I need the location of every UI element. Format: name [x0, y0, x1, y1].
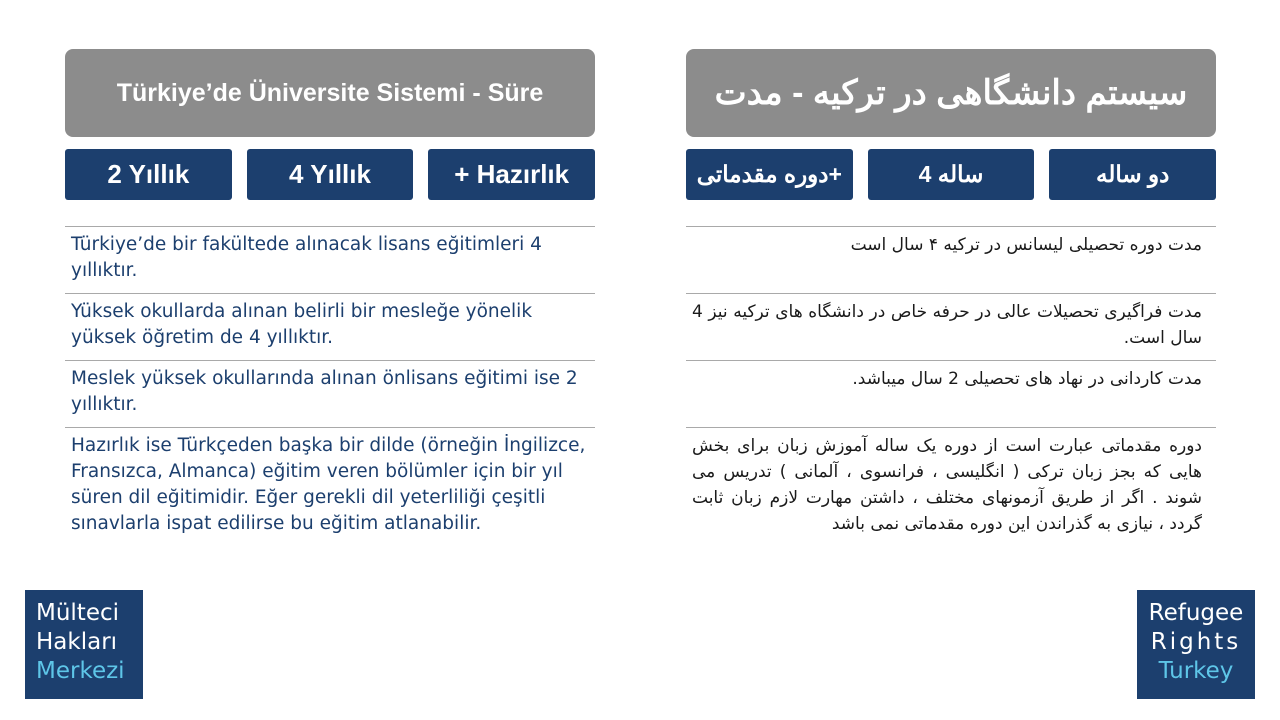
table-row: [65, 227, 595, 294]
row-text: مدت فراگیری تحصیلات عالی در حرفه خاص در دانشگاه های ترکیه نیز 4 سال است.: [692, 302, 1202, 348]
table-row: [686, 227, 1216, 294]
row-text: Türkiye’de bir fakültede alınacak lisans eğitimleri 4 yıllıktır.: [71, 234, 542, 281]
turkish-tabs: [65, 149, 595, 200]
table-row: [686, 294, 1216, 361]
persian-tabs: [686, 149, 1216, 200]
row-text: مدت دوره تحصیلی لیسانس در ترکیه ۴ سال است: [850, 235, 1202, 255]
tab-preparatory[interactable]: دوره مقدماتی+: [686, 149, 853, 200]
multeci-haklari-merkezi-logo: [25, 590, 143, 699]
tab-4-years[interactable]: 4 ساله: [868, 149, 1035, 200]
persian-column: [686, 49, 1216, 578]
persian-title: سیستم دانشگاهی در ترکیه - مدت: [686, 49, 1216, 137]
persian-info-table: [686, 226, 1216, 578]
tab-hazirlik[interactable]: + Hazırlık: [428, 149, 595, 200]
row-text: Yüksek okullarda alınan belirli bir mesleğe yönelik yüksek öğretim de 4 yıllıktır.: [71, 301, 533, 348]
table-row: [65, 294, 595, 361]
logo-word: Refugee: [1148, 600, 1244, 626]
turkish-column: [65, 49, 595, 578]
table-row: [65, 361, 595, 428]
table-row: [686, 361, 1216, 428]
table-row: [686, 428, 1216, 578]
row-text: Meslek yüksek okullarında alınan önlisans eğitimi ise 2 yıllıktır.: [71, 368, 578, 415]
row-text: مدت کاردانی در نهاد های تحصیلی 2 سال میباشد.: [852, 369, 1202, 389]
turkish-title: Türkiye’de Üniversite Sistemi - Süre: [65, 49, 595, 137]
tab-2-yillik[interactable]: 2 Yıllık: [65, 149, 232, 200]
logo-word: Rights: [1150, 629, 1242, 655]
table-row: [65, 428, 595, 578]
logo-word: Merkezi: [36, 658, 125, 684]
tab-4-yillik[interactable]: 4 Yıllık: [247, 149, 414, 200]
row-text: Hazırlık ise Türkçeden başka bir dilde (örneğin İngilizce, Fransızca, Almanca) eğitim veren bölümler için bir yıl süren dil eğitimidir. Eğer gerekli dil yeterliliği çeşitli sınavlarla ispat edilirse bu eğitim atlanabilir.: [71, 435, 586, 534]
logo-word: Mülteci: [36, 600, 120, 626]
logo-word: Turkey: [1158, 658, 1234, 684]
refugee-rights-turkey-logo: [1137, 590, 1255, 699]
row-text: دوره مقدماتی عبارت است از دوره یک ساله آموزش زبان برای بخش هایی که بجز زبان ترکی ( انگلیسی ، فرانسوی ، آلمانی ) تدریس می شوند . اگر از طریق آزمونهای مختلف ، داشتن مهارت لازم زبان ثابت گردد ، نیازی به گذراندن این دوره مقدماتی نمی باشد: [692, 436, 1202, 534]
tab-2-years[interactable]: دو ساله: [1049, 149, 1216, 200]
logo-word: Hakları: [36, 629, 118, 655]
turkish-info-table: [65, 226, 595, 578]
